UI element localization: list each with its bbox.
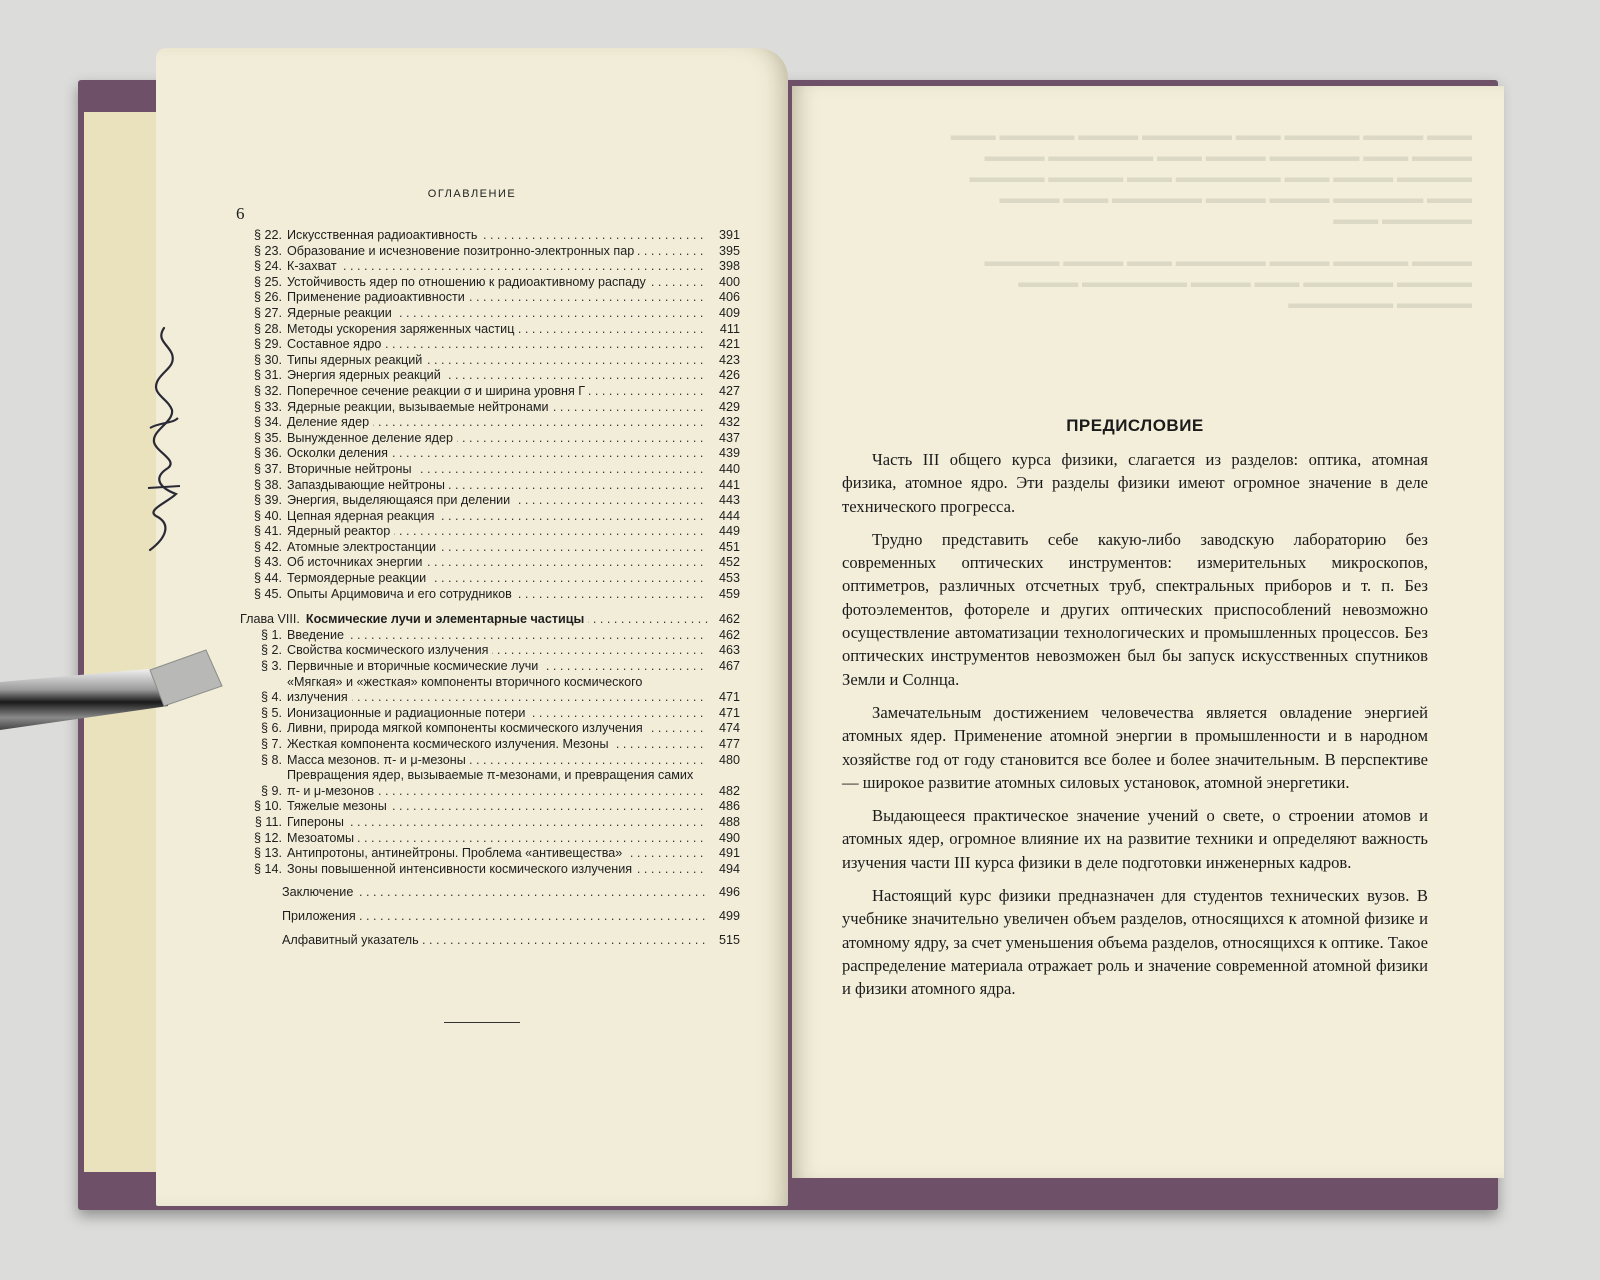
toc-entry: [240, 509, 740, 525]
toc-entry-title-wrap: [287, 815, 708, 831]
toc-entry-title-wrap: [287, 400, 708, 416]
toc-entry: [240, 612, 740, 628]
toc-entry-title: Заключение: [282, 885, 357, 899]
toc-entry-number: § 41.: [253, 524, 282, 539]
toc-entry-title-wrap: [287, 587, 708, 603]
toc-entry-title: Тяжелые мезоны: [287, 799, 391, 813]
toc-entry-number: § 11.: [254, 814, 282, 829]
toc-entry-title-wrap: [287, 571, 708, 587]
toc-entry-page: 494: [718, 861, 740, 876]
toc-entry-page: 441: [718, 477, 740, 492]
toc-entry-page: 406: [718, 290, 740, 305]
toc-entry-title: Атомные электростанции: [287, 540, 440, 554]
toc-entry-number: § 22.: [253, 228, 282, 242]
toc-entry-page: 491: [718, 846, 740, 861]
toc-entry-page: 427: [718, 383, 740, 398]
end-rule: [444, 1022, 520, 1023]
preface-paragraph: Трудно представить себе какую-либо заводскую лабораторию без современных оптических инструментов: измерительных микроскопов, оптиметров, различных отсчетных труб, спектральных приборов и т. п. Без фотоэлементов, фотореле и других оптических приспособлений невозможно осуществление автоматизации технологических и промышленных процессов. Без оптических инструментов невозможен был бы запуск искусственных спутников Земли и Солнца.: [842, 529, 1428, 689]
toc-entry-number: § 45.: [253, 586, 282, 601]
toc-entry-title: Вынужденное деление ядер: [287, 431, 457, 445]
toc-entry-page: 395: [718, 243, 740, 258]
toc-entry-page: 391: [718, 228, 740, 242]
right-page: [792, 86, 1504, 1178]
toc-entry: [240, 259, 740, 275]
toc-entry-title-wrap: [282, 909, 708, 925]
toc-entry-title-wrap: [287, 415, 708, 431]
toc-entry-number: § 30.: [253, 352, 282, 367]
toc-entry-page: 459: [718, 586, 740, 601]
toc-entry-title-wrap: [287, 628, 708, 644]
toc-entry-title-wrap: [287, 524, 708, 540]
toc-entry: [240, 885, 740, 901]
toc-entry-page: 462: [718, 612, 740, 627]
toc-entry-number: § 14.: [253, 861, 282, 876]
toc-entry-title: К-захват: [287, 259, 341, 273]
toc-entry-page: 449: [718, 524, 740, 539]
toc-entry-page: 411: [719, 321, 740, 336]
toc-entry-title: Ядерные реакции: [287, 306, 396, 320]
toc-entry: [240, 244, 740, 260]
toc-entry-page: 398: [718, 259, 740, 274]
toc-entry-number: § 29.: [253, 337, 282, 352]
toc-entry: [240, 933, 740, 949]
toc-entry-page: 515: [718, 932, 740, 947]
pen-icon: [0, 648, 228, 748]
toc-entry: [240, 555, 740, 571]
toc-entry-page: 486: [718, 799, 740, 814]
toc-entry: [240, 400, 740, 416]
toc-entry: [240, 862, 740, 878]
preface: [842, 416, 1428, 1011]
toc-entry-number: § 4.: [260, 690, 282, 705]
toc-entry: [240, 768, 740, 799]
toc-entry-title-wrap: [287, 384, 708, 400]
toc-entry-title: Ионизационные и радиационные потери: [287, 706, 529, 720]
toc-entry-title-wrap: [287, 737, 708, 753]
toc-entry-page: 499: [718, 908, 740, 923]
toc-entry-title: Алфавитный указатель: [282, 933, 423, 947]
toc-entry-number: § 3.: [260, 659, 282, 674]
toc-entry-title: Превращения ядер, вызываемые π-мезонами, и превращения самих π- и μ-мезонов: [287, 768, 694, 798]
toc-entry: [240, 846, 740, 862]
toc-entry-title-wrap: [287, 337, 708, 353]
toc-entry-page: 496: [718, 885, 740, 900]
toc-entry-number: § 10.: [253, 799, 282, 814]
toc-entry-title: Космические лучи и элементарные частицы: [306, 612, 588, 626]
toc-entry-number: § 1.: [260, 627, 282, 642]
toc-entry-number: § 26.: [253, 290, 282, 305]
toc-entry: [240, 706, 740, 722]
toc-entry-title: Введение: [287, 628, 348, 642]
toc-entry-title-wrap: [287, 244, 708, 260]
toc-entry-number: § 6.: [260, 721, 282, 736]
toc-entry: [240, 322, 740, 338]
toc-entry-page: 482: [718, 783, 740, 798]
toc-entry-page: 429: [718, 399, 740, 414]
toc-entry-title: Ядерный реактор: [287, 524, 394, 538]
toc-entry-page: 471: [718, 690, 740, 705]
toc-entry: [240, 643, 740, 659]
toc-entry-title-wrap: [287, 768, 708, 799]
toc-entry: [240, 446, 740, 462]
toc-entry-title: Поперечное сечение реакции σ и ширина уровня Γ: [287, 384, 589, 398]
toc-entry-page: 440: [718, 461, 740, 476]
toc-entry: [240, 337, 740, 353]
toc-entry: [240, 493, 740, 509]
toc-entry-number: § 25.: [253, 274, 282, 289]
toc-entry-title: Типы ядерных реакций: [287, 353, 426, 367]
toc-entry-title-wrap: [287, 306, 708, 322]
toc-entry-number: § 31.: [253, 368, 282, 383]
toc-entry-number: § 43.: [253, 555, 282, 570]
toc-entry-title-wrap: [306, 612, 708, 628]
toc-entry-page: 443: [718, 493, 740, 508]
preface-paragraph: Выдающееся практическое значение учений о свете, о строении атомов и атомных ядер, огромное влияние их на развитие техники и определяют важность изучения части III курса физики в деле подготовки инженерных кадров.: [842, 806, 1428, 872]
toc-entry-number: § 39.: [253, 493, 282, 508]
toc-heading: ОГЛАВЛЕНИЕ: [427, 188, 517, 200]
left-page: [156, 48, 788, 1206]
toc-entry-page: 444: [718, 508, 740, 523]
toc-entry: [240, 628, 740, 644]
toc-entry-title-wrap: [287, 509, 708, 525]
toc-entry-page: 462: [718, 627, 740, 642]
toc-entry-title: Применение радиоактивности: [287, 290, 469, 304]
toc-entry-title: Гипероны: [287, 815, 348, 829]
toc-entry-title-wrap: [287, 368, 708, 384]
toc-entry: [240, 290, 740, 306]
toc-entry-title: Первичные и вторичные космические лучи: [287, 659, 542, 673]
toc-entry-number: § 7.: [260, 737, 282, 751]
toc-entry-number: § 36.: [253, 446, 282, 461]
toc-entry: [240, 478, 740, 494]
toc-entry: [240, 368, 740, 384]
preface-paragraph: Замечательным достижением человечества является овладение энергией атомных ядер. Применение атомной энергии в промышленности и в народном хозяйстве год от году становится все более и более значительным. В перспективе — широкое развитие атомных силовых установок, атомной энергетики.: [842, 702, 1428, 792]
toc-entry-page: 471: [718, 705, 740, 720]
toc-entry: [240, 721, 740, 737]
toc-entry-title: Мезоатомы: [287, 831, 358, 845]
toc-entry-title-wrap: [287, 831, 708, 847]
toc-entry-title-wrap: [287, 275, 708, 291]
toc-entry-title: Методы ускорения заряженных частиц: [287, 322, 518, 336]
toc-entry-number: § 8.: [260, 752, 282, 767]
toc-entry-title: Масса мезонов. π- и μ-мезоны: [287, 753, 470, 767]
toc-entry-page: 451: [718, 539, 740, 554]
toc-entry: [240, 228, 740, 244]
toc-entry: [240, 831, 740, 847]
preface-paragraph: Настоящий курс физики предназначен для студентов технических вузов. В учебнике значительно увеличен объем разделов, относящихся к атомной физике и атомному ядру, за счет уменьшения объема разделов, относящихся к оптике. Такое распределение материала отражает роль и значение современной атомной физики и физики атомного ядра.: [842, 886, 1428, 999]
toc-entry: [240, 737, 740, 753]
toc-entry: [240, 524, 740, 540]
toc-entry-title-wrap: [287, 862, 708, 878]
toc-entry-title: Запаздывающие нейтроны: [287, 478, 449, 492]
toc-entry-number: § 37.: [253, 461, 282, 476]
toc-entry-page: 421: [718, 337, 740, 352]
toc-entry-title: Об источниках энергии: [287, 555, 426, 569]
toc-entry-number: § 28.: [253, 321, 282, 336]
toc-entry-number: § 34.: [253, 415, 282, 430]
toc-entry-page: 437: [718, 430, 740, 445]
toc-entry-title: Энергия ядерных реакций: [287, 368, 445, 382]
toc-entry-page: 409: [718, 305, 740, 320]
toc-entry: [240, 306, 740, 322]
toc-entry-page: 477: [718, 737, 740, 751]
toc-entry-title-wrap: [287, 446, 708, 462]
toc-entry: [240, 571, 740, 587]
preface-paragraph: Часть III общего курса физики, слагается из разделов: оптика, атомная физика, атомное ядро. Эти разделы физики имеют огромное значение в деле технического прогресса.: [842, 450, 1428, 516]
toc-entry-title-wrap: [287, 478, 708, 494]
toc-entry-number: § 35.: [253, 430, 282, 445]
toc-entry-title-wrap: [287, 799, 708, 815]
toc-entry: [240, 353, 740, 369]
toc-entry-number: § 38.: [253, 477, 282, 492]
toc-entry: [240, 540, 740, 556]
toc-entry-page: 426: [718, 368, 740, 383]
toc-entry-page: 452: [718, 555, 740, 570]
toc-entry-title: Антипротоны, антинейтроны. Проблема «антивещества»: [287, 846, 626, 860]
toc-entry: [240, 415, 740, 431]
toc-entry-title: Деление ядер: [287, 415, 373, 429]
toc-entry: [240, 384, 740, 400]
toc-entry: [240, 587, 740, 603]
toc-entry-title-wrap: [287, 659, 708, 675]
toc-entry-title: Приложения: [282, 909, 360, 923]
toc-entry-number: Глава VIII.: [240, 612, 300, 627]
toc-entry-page: 488: [718, 814, 740, 829]
toc-entry-number: § 13.: [253, 846, 282, 861]
toc-entry-title-wrap: [287, 706, 708, 722]
toc-entry-title: Составное ядро: [287, 337, 385, 351]
toc-entry-title-wrap: [282, 933, 708, 949]
toc-entry-number: § 23.: [253, 243, 282, 258]
toc-entry-number: § 33.: [253, 399, 282, 414]
toc-entry-page: 439: [718, 446, 740, 461]
toc-entry-title: «Мягкая» и «жесткая» компоненты вторичного космического излучения: [287, 674, 643, 705]
toc-entry-page: 480: [718, 752, 740, 767]
toc-entry-title: Ядерные реакции, вызываемые нейтронами: [287, 400, 553, 414]
page-number: 6: [236, 204, 245, 223]
toc-entry: [240, 753, 740, 769]
toc-entry-title: Вторичные нейтроны: [287, 462, 416, 476]
toc-entry-title-wrap: [287, 753, 708, 769]
toc-entry-title-wrap: [287, 675, 708, 706]
toc-entry-title: Термоядерные реакции: [287, 571, 430, 585]
toc-entry-title-wrap: [287, 846, 708, 862]
toc-entry-page: 467: [718, 659, 740, 674]
toc-entry-page: 432: [718, 415, 740, 430]
toc-entry-title-wrap: [287, 259, 708, 275]
toc-entry-number: § 24.: [253, 259, 282, 274]
toc-entry-number: § 27.: [253, 305, 282, 320]
toc-entry-title: Опыты Арцимовича и его сотрудников: [287, 587, 516, 601]
toc-entry: [240, 909, 740, 925]
toc-entry-title-wrap: [282, 885, 708, 901]
toc-entry-page: 400: [718, 274, 740, 289]
toc-entry: [240, 799, 740, 815]
toc-entry-title: Осколки деления: [287, 446, 392, 460]
toc-entry: [240, 659, 740, 675]
toc-entry-title-wrap: [287, 721, 708, 737]
toc-entry-number: § 42.: [253, 539, 282, 554]
show-through: ▬▬▬ ▬▬▬▬ ▬▬▬▬▬ ▬▬▬ ▬▬▬▬▬▬ ▬▬▬▬ ▬▬▬▬▬ ▬▬▬ ▬▬▬▬ ▬▬▬ ▬▬▬▬▬▬ ▬▬▬▬ ▬▬▬ ▬▬▬▬▬▬▬ ▬▬▬▬ ▬▬▬▬▬ ▬▬▬▬ ▬▬▬ ▬▬▬▬▬▬▬ ▬▬▬ ▬▬▬▬▬ ▬▬▬▬▬ ▬▬▬ ▬▬▬▬▬▬ ▬▬▬▬ ▬▬▬▬ ▬▬▬▬▬▬ ▬▬▬ ▬▬▬▬ ▬▬▬▬▬▬ ▬▬▬ ▬▬▬▬ ▬▬▬▬▬ ▬▬▬▬ ▬▬▬▬▬▬ ▬▬▬ ▬▬▬▬ ▬▬▬▬▬ ▬▬▬▬▬ ▬▬▬▬▬▬ ▬▬▬ ▬▬▬▬ ▬▬▬▬▬▬▬ ▬▬▬▬ ▬▬▬▬▬ ▬▬▬▬▬▬▬: [950, 128, 1472, 312]
toc-entry-title-wrap: [287, 290, 708, 306]
toc-entry: [240, 815, 740, 831]
toc-entry-title: Устойчивость ядер по отношению к радиоактивному распаду: [287, 275, 650, 289]
table-of-contents: [240, 228, 740, 948]
toc-entry-page: 453: [718, 571, 740, 586]
toc-entry-number: § 12.: [253, 830, 282, 845]
toc-entry: [240, 675, 740, 706]
toc-entry-number: § 44.: [253, 571, 282, 586]
toc-entry-number: § 40.: [253, 508, 282, 523]
toc-entry-number: § 32.: [253, 383, 282, 398]
toc-entry-title-wrap: [287, 493, 708, 509]
toc-entry-page: 423: [718, 352, 740, 367]
preface-title: ПРЕДИСЛОВИЕ: [1066, 416, 1204, 435]
toc-entry-title-wrap: [287, 228, 708, 244]
toc-entry-title-wrap: [287, 643, 708, 659]
toc-entry-title-wrap: [287, 462, 708, 478]
toc-entry-title-wrap: [287, 353, 708, 369]
toc-entry-title-wrap: [287, 540, 708, 556]
toc-entry-title-wrap: [287, 431, 708, 447]
toc-entry-number: § 2.: [260, 643, 282, 658]
toc-entry-title: Цепная ядерная реакция: [287, 509, 438, 523]
toc-entry-number: § 5.: [260, 705, 282, 720]
toc-entry-title: Жесткая компонента космического излучения. Мезоны: [287, 737, 613, 751]
toc-entry-title: Ливни, природа мягкой компоненты космического излучения: [287, 721, 647, 735]
toc-entry-title: Энергия, выделяющаяся при делении: [287, 493, 514, 507]
toc-entry-page: 474: [718, 721, 740, 736]
toc-entry-title: Свойства космического излучения: [287, 643, 492, 657]
toc-entry: [240, 431, 740, 447]
toc-entry-title-wrap: [287, 555, 708, 571]
toc-entry-title-wrap: [287, 322, 708, 338]
toc-entry-title: Зоны повышенной интенсивности космического излучения: [287, 862, 636, 876]
toc-entry-title: Образование и исчезновение позитронно-электронных пар: [287, 244, 638, 258]
toc-entry-page: 490: [718, 830, 740, 845]
toc-entry-page: 463: [718, 643, 740, 658]
toc-entry-title: Искусственная радиоактивность: [287, 228, 481, 242]
toc-entry: [240, 462, 740, 478]
toc-entry: [240, 275, 740, 291]
toc-entry-number: § 9.: [260, 783, 282, 798]
